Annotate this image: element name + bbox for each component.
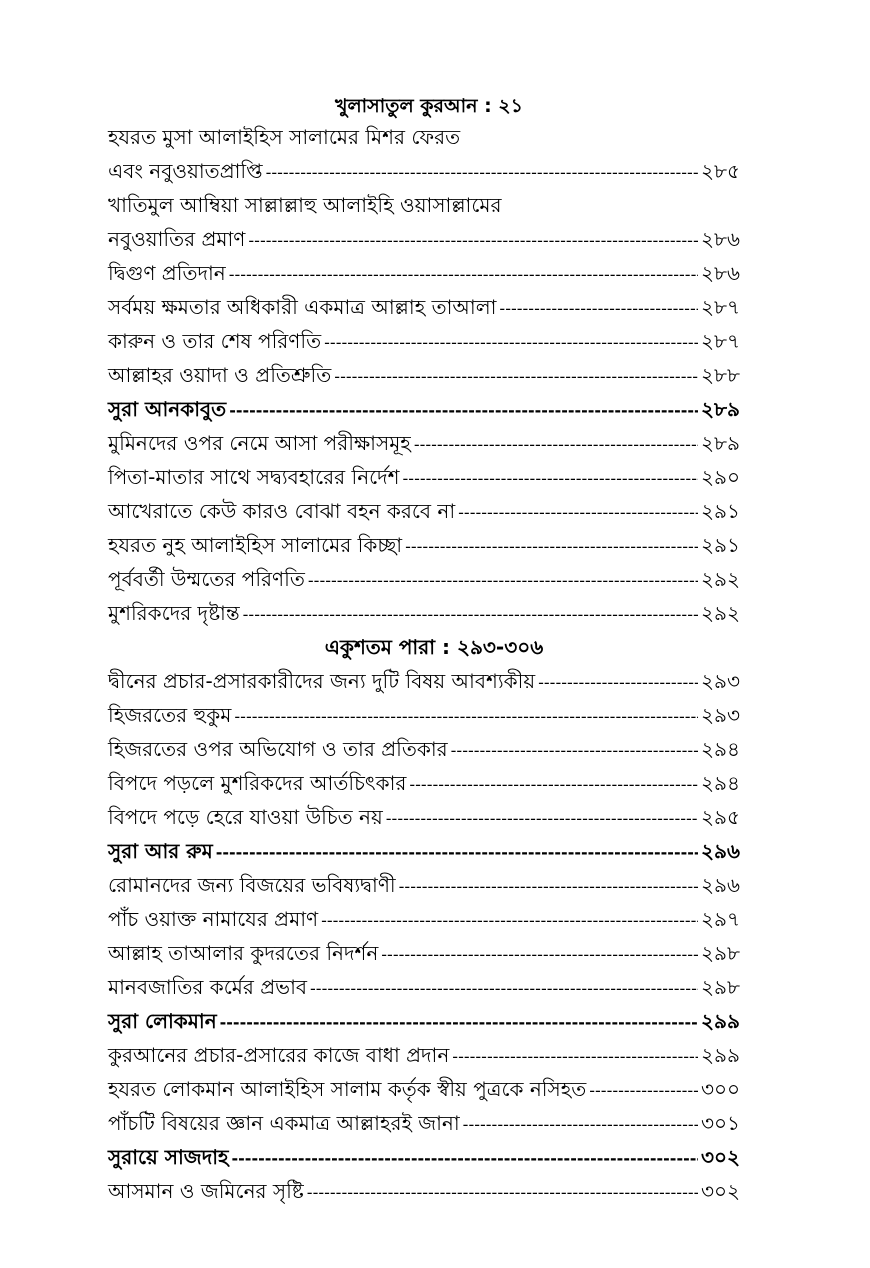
toc-entry <box>108 766 740 800</box>
dot-leader <box>405 530 698 564</box>
toc-entry-page: ২৮৯ <box>701 397 740 421</box>
toc-entry <box>108 494 740 528</box>
toc-entry-title: হযরত লোকমান আলাইহিস সালাম কর্তৃক স্বীয় পুত্রকে নসিহত <box>108 1077 587 1101</box>
toc-entry <box>108 426 740 460</box>
toc-entry <box>108 800 740 834</box>
toc-entry <box>108 562 740 596</box>
dot-leader <box>452 1040 698 1074</box>
toc-entry-title: দ্বিগুণ প্রতিদান <box>108 261 226 285</box>
toc-entry <box>108 868 740 902</box>
toc-entry-page: ২৯১ <box>701 499 740 523</box>
toc-entry <box>108 1072 740 1106</box>
dot-leader <box>458 496 698 530</box>
toc-entry-page: ২৯৫ <box>701 805 740 829</box>
dot-leader <box>414 428 698 462</box>
dot-leader <box>216 836 698 870</box>
toc-entry <box>108 154 740 188</box>
toc-entry-page: ২৯৯ <box>701 1043 740 1067</box>
toc-entry-page: ২৯৪ <box>701 771 740 795</box>
toc-entry-page: ২৯৩ <box>701 669 740 693</box>
toc-entry <box>108 1038 740 1072</box>
dot-leader <box>243 598 698 632</box>
toc-entry-page: ২৯০ <box>701 465 740 489</box>
dot-leader <box>409 768 698 802</box>
toc-entry-page: ২৯২ <box>701 601 740 625</box>
toc-entry-page: ২৯৮ <box>701 941 740 965</box>
toc-entry <box>108 902 740 936</box>
toc-entry <box>108 596 740 630</box>
toc-entry <box>108 664 740 698</box>
toc-entry-title: বিপদে পড়লে মুশরিকদের আর্তচিৎকার <box>108 771 407 795</box>
toc-entry-page: ২৯৪ <box>701 737 740 761</box>
toc-entry-title: আল্লাহর ওয়াদা ও প্রতিশ্রুতি <box>108 363 332 387</box>
dot-leader <box>307 1176 698 1210</box>
toc-entry-title: খাতিমুল আম্বিয়া সাল্লাল্লাহু আলাইহি ওয়াসাল্লামের <box>108 193 502 217</box>
section-heading: একুশতম পারা : ২৯৩-৩০৬ <box>324 635 544 659</box>
toc-entry-title: বিপদে পড়ে হেরে যাওয়া উচিত নয় <box>108 805 383 829</box>
dot-leader <box>321 904 698 938</box>
toc-entry <box>108 698 740 732</box>
dot-leader <box>266 156 698 190</box>
toc-entry-page: ২৯৩ <box>701 703 740 727</box>
toc-entry-title: পাঁচটি বিষয়ের জ্ঞান একমাত্র আল্লাহরই জানা <box>108 1111 460 1135</box>
toc-entry-page: ২৯৬ <box>701 873 740 897</box>
dot-leader <box>248 224 698 258</box>
toc-entry-title: সুরা আর রুম <box>108 839 213 863</box>
toc-entry-title: সুরা আনকাবুত <box>108 397 227 421</box>
toc-entry-page: ৩০২ <box>700 1145 740 1169</box>
toc-entry <box>108 1174 740 1208</box>
toc-entry-title: হিজরতের হুকুম <box>108 703 232 727</box>
toc-entry <box>108 970 740 1004</box>
dot-leader <box>399 870 698 904</box>
dot-leader <box>308 564 698 598</box>
toc-entry <box>108 936 740 970</box>
toc-entry-title: হযরত নুহ আলাইহিস সালামের কিচ্ছা <box>108 533 403 557</box>
toc-entry-title: আল্লাহ তাআলার কুদরতের নিদর্শন <box>108 941 379 965</box>
toc-entry <box>108 528 740 562</box>
toc-entry-title: দ্বীনের প্রচার-প্রসারকারীদের জন্য দুটি বিষয় আবশ্যকীয় <box>108 669 536 693</box>
toc-entry-page: ২৮৬ <box>701 261 740 285</box>
toc-list-part2 <box>108 664 740 1208</box>
toc-entry <box>108 188 740 222</box>
dot-leader <box>229 394 698 428</box>
toc-entry <box>108 290 740 324</box>
toc-entry-title: আখেরাতে কেউ কারও বোঝা বহন করবে না <box>108 499 456 523</box>
toc-entry-title: কুরআনের প্রচার-প্রসারের কাজে বাধা প্রদান <box>108 1043 450 1067</box>
toc-entry-page: ২৮৬ <box>701 227 740 251</box>
toc-entry-page: ২৯৯ <box>701 1009 740 1033</box>
toc-entry-title: মুমিনদের ওপর নেমে আসা পরীক্ষাসমূহ <box>108 431 411 455</box>
toc-entry-page: ৩০০ <box>700 1077 740 1101</box>
toc-entry <box>108 834 740 868</box>
toc-entry-title: সুরায়ে সাজদাহ <box>108 1145 229 1169</box>
toc-list-part1 <box>108 120 740 630</box>
dot-leader <box>381 938 698 972</box>
toc-entry <box>108 1106 740 1140</box>
dot-leader <box>310 972 698 1006</box>
toc-entry-page: ২৯৭ <box>701 907 740 931</box>
toc-entry-page: ২৮৭ <box>701 295 740 319</box>
dot-leader <box>234 700 698 734</box>
toc-entry-page: ২৯৬ <box>701 839 740 863</box>
dot-leader <box>463 1108 698 1142</box>
dot-leader <box>386 802 698 836</box>
toc-entry-title: পিতা-মাতার সাথে সদ্ব্যবহারের নির্দেশ <box>108 465 400 489</box>
toc-entry <box>108 222 740 256</box>
toc-entry-title: রোমানদের জন্য বিজয়ের ভবিষ্যদ্বাণী <box>108 873 396 897</box>
toc-entry-title: হযরত মুসা আলাইহিস সালামের মিশর ফেরত <box>108 125 461 149</box>
dot-leader <box>538 666 698 700</box>
toc-entry-title: মুশরিকদের দৃষ্টান্ত <box>108 601 240 625</box>
toc-entry <box>108 1140 740 1174</box>
toc-entry-page: ৩০২ <box>700 1179 740 1203</box>
dot-leader <box>324 326 698 360</box>
toc-entry-page: ২৮৭ <box>701 329 740 353</box>
toc-entry <box>108 256 740 290</box>
toc-entry-title: পূর্ববর্তী উম্মতের পরিণতি <box>108 567 305 591</box>
toc-entry-page: ২৯২ <box>701 567 740 591</box>
toc-entry-title: আসমান ও জমিনের সৃষ্টি <box>108 1179 304 1203</box>
toc-entry <box>108 1004 740 1038</box>
toc-page <box>108 92 740 1208</box>
dot-leader <box>220 1006 698 1040</box>
toc-entry-title: পাঁচ ওয়াক্ত নামাযের প্রমাণ <box>108 907 319 931</box>
toc-entry-title: সুরা লোকমান <box>108 1009 217 1033</box>
toc-entry-page: ২৯১ <box>701 533 740 557</box>
toc-entry <box>108 120 740 154</box>
toc-entry-page: ৩০১ <box>701 1111 740 1135</box>
toc-entry-title: হিজরতের ওপর অভিযোগ ও তার প্রতিকার <box>108 737 448 761</box>
dot-leader <box>232 1142 698 1176</box>
toc-entry-title: কারুন ও তার শেষ পরিণতি <box>108 329 322 353</box>
toc-entry-page: ২৯৮ <box>701 975 740 999</box>
toc-entry <box>108 460 740 494</box>
toc-entry-title: মানবজাতির কর্মের প্রভাব <box>108 975 308 999</box>
dot-leader <box>589 1074 698 1108</box>
toc-entry <box>108 358 740 392</box>
toc-entry-title: সর্বময় ক্ষমতার অধিকারী একমাত্র আল্লাহ তাআলা <box>108 295 497 319</box>
dot-leader <box>334 360 698 394</box>
toc-entry <box>108 324 740 358</box>
toc-entry-page: ২৮৫ <box>701 159 740 183</box>
toc-entry-title: এবং নবুওয়াতপ্রাপ্তি <box>108 159 263 183</box>
dot-leader <box>451 734 698 768</box>
page-header: খুলাসাতুল কুরআন : ২১ <box>335 95 523 117</box>
toc-entry <box>108 392 740 426</box>
dot-leader <box>499 292 698 326</box>
dot-leader <box>229 258 698 292</box>
toc-entry-page: ২৮৯ <box>701 431 740 455</box>
dot-leader <box>403 462 698 496</box>
toc-entry-title: নবুওয়াতির প্রমাণ <box>108 227 246 251</box>
toc-entry <box>108 732 740 766</box>
toc-entry-page: ২৮৮ <box>701 363 740 387</box>
